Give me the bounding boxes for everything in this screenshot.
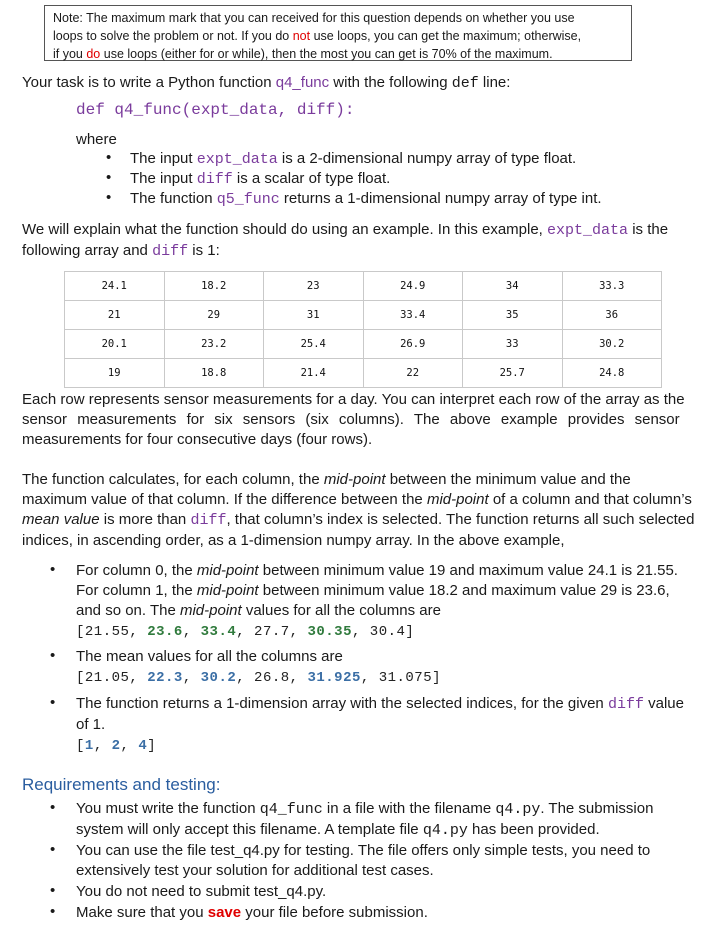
result-explanation: The function returns a 1-dimension array with the selected indices, for the given diff value of 1. [1, 2, 4]	[76, 695, 684, 754]
returns-bullet: The function q5_func returns a 1-dimensional numpy array of type int.	[130, 190, 602, 208]
table-cell: 20.1	[65, 330, 165, 359]
input-diff-bullet: The input diff is a scalar of type float.	[130, 170, 391, 188]
bullet-dot: •	[50, 841, 56, 858]
where-label: where	[76, 131, 117, 148]
table-cell: 23	[264, 272, 364, 301]
bullet-dot: •	[50, 561, 56, 578]
midpoint-array: [21.55, 23.6, 33.4, 27.7, 30.35, 30.4]	[76, 624, 415, 640]
table-cell: 25.7	[463, 359, 563, 388]
table-cell: 24.1	[65, 272, 165, 301]
input-expt-data-bullet: The input expt_data is a 2-dimensional numpy array of type float.	[130, 150, 577, 168]
req-no-submit: You do not need to submit test_q4.py.	[76, 883, 327, 900]
note-line-2: loops to solve the problem or not. If you do not use loops, you can get the maximum; otherwise,	[53, 29, 582, 43]
table-cell: 31	[264, 301, 364, 330]
table-cell: 24.8	[562, 359, 662, 388]
rows-paragraph: Each row represents sensor measurements for a day. You can interpret each row of the array as the sensor measurements for six sensors (six columns). The above example provides sensor measurements for four consecutive days (four rows).	[22, 391, 685, 448]
table-row	[65, 359, 662, 388]
table-cell: 24.9	[363, 272, 463, 301]
table-cell: 18.8	[164, 359, 264, 388]
req-filename: You must write the function q4_func in a file with the filename q4.py. The submission system will only accept this filename. A template file q4.py has been provided.	[76, 800, 654, 839]
table-cell: 18.2	[164, 272, 264, 301]
table-row	[65, 301, 662, 330]
bullet-dot: •	[106, 149, 112, 166]
table-cell: 29	[164, 301, 264, 330]
note-line-3: if you do use loops (either for or while), then the most you can get is 70% of the maximum.	[53, 47, 553, 61]
bullet-dot: •	[50, 647, 56, 664]
bullet-dot: •	[50, 903, 56, 920]
table-cell: 26.9	[363, 330, 463, 359]
note-box	[44, 5, 632, 61]
bullet-dot: •	[106, 189, 112, 206]
bullet-dot: •	[50, 882, 56, 899]
note-line-1: Note: The maximum mark that you can received for this question depends on whether you use	[53, 11, 575, 25]
example-intro: We will explain what the function should do using an example. In this example, expt_data is the following array and diff is 1:	[22, 221, 669, 260]
table-cell: 35	[463, 301, 563, 330]
table-cell: 25.4	[264, 330, 364, 359]
mean-explanation: The mean values for all the columns are [21.05, 22.3, 30.2, 26.8, 31.925, 31.075]	[76, 648, 442, 686]
table-cell: 30.2	[562, 330, 662, 359]
table-cell: 23.2	[164, 330, 264, 359]
bullet-dot: •	[106, 169, 112, 186]
mean-array: [21.05, 22.3, 30.2, 26.8, 31.925, 31.075]	[76, 670, 442, 686]
table-cell: 34	[463, 272, 563, 301]
table-cell: 19	[65, 359, 165, 388]
expt-data-table	[64, 271, 662, 388]
table-cell: 21	[65, 301, 165, 330]
table-cell: 36	[562, 301, 662, 330]
bullet-dot: •	[50, 799, 56, 816]
req-save: Make sure that you save your file before submission.	[76, 904, 428, 921]
table-cell: 22	[363, 359, 463, 388]
midpoint-explanation: For column 0, the mid-point between minimum value 19 and maximum value 24.1 is 21.55. For column 1, the mid-point between minimum value 18.2 and maximum value 29 is 23.6, and so on. The mid-point values for all the columns are [21.55, 23.6, 33.4, 27.7, 30.35, 30.4]	[76, 562, 678, 640]
task-intro: Your task is to write a Python function q4_func with the following def line:	[22, 74, 511, 92]
requirements-heading: Requirements and testing:	[22, 775, 221, 794]
calc-paragraph: The function calculates, for each column, the mid-point between the minimum value and the maximum value of that column. If the difference between the mid-point of a column and that column’s mean value is more than diff, that column’s index is selected. The function returns all such selected indices, in ascending order, as a 1-dimension numpy array. In the above example,	[22, 471, 695, 549]
def-line: def q4_func(expt_data, diff):	[76, 101, 355, 119]
req-testing: You can use the file test_q4.py for testing. The file offers only simple tests, you need to extensively test your solution for additional test cases.	[76, 842, 651, 879]
table-cell: 21.4	[264, 359, 364, 388]
table-cell: 33.3	[562, 272, 662, 301]
table-cell: 33.4	[363, 301, 463, 330]
bullet-dot: •	[50, 694, 56, 711]
table-row	[65, 272, 662, 301]
result-array: [1, 2, 4]	[76, 738, 157, 754]
table-row	[65, 330, 662, 359]
table-cell: 33	[463, 330, 563, 359]
